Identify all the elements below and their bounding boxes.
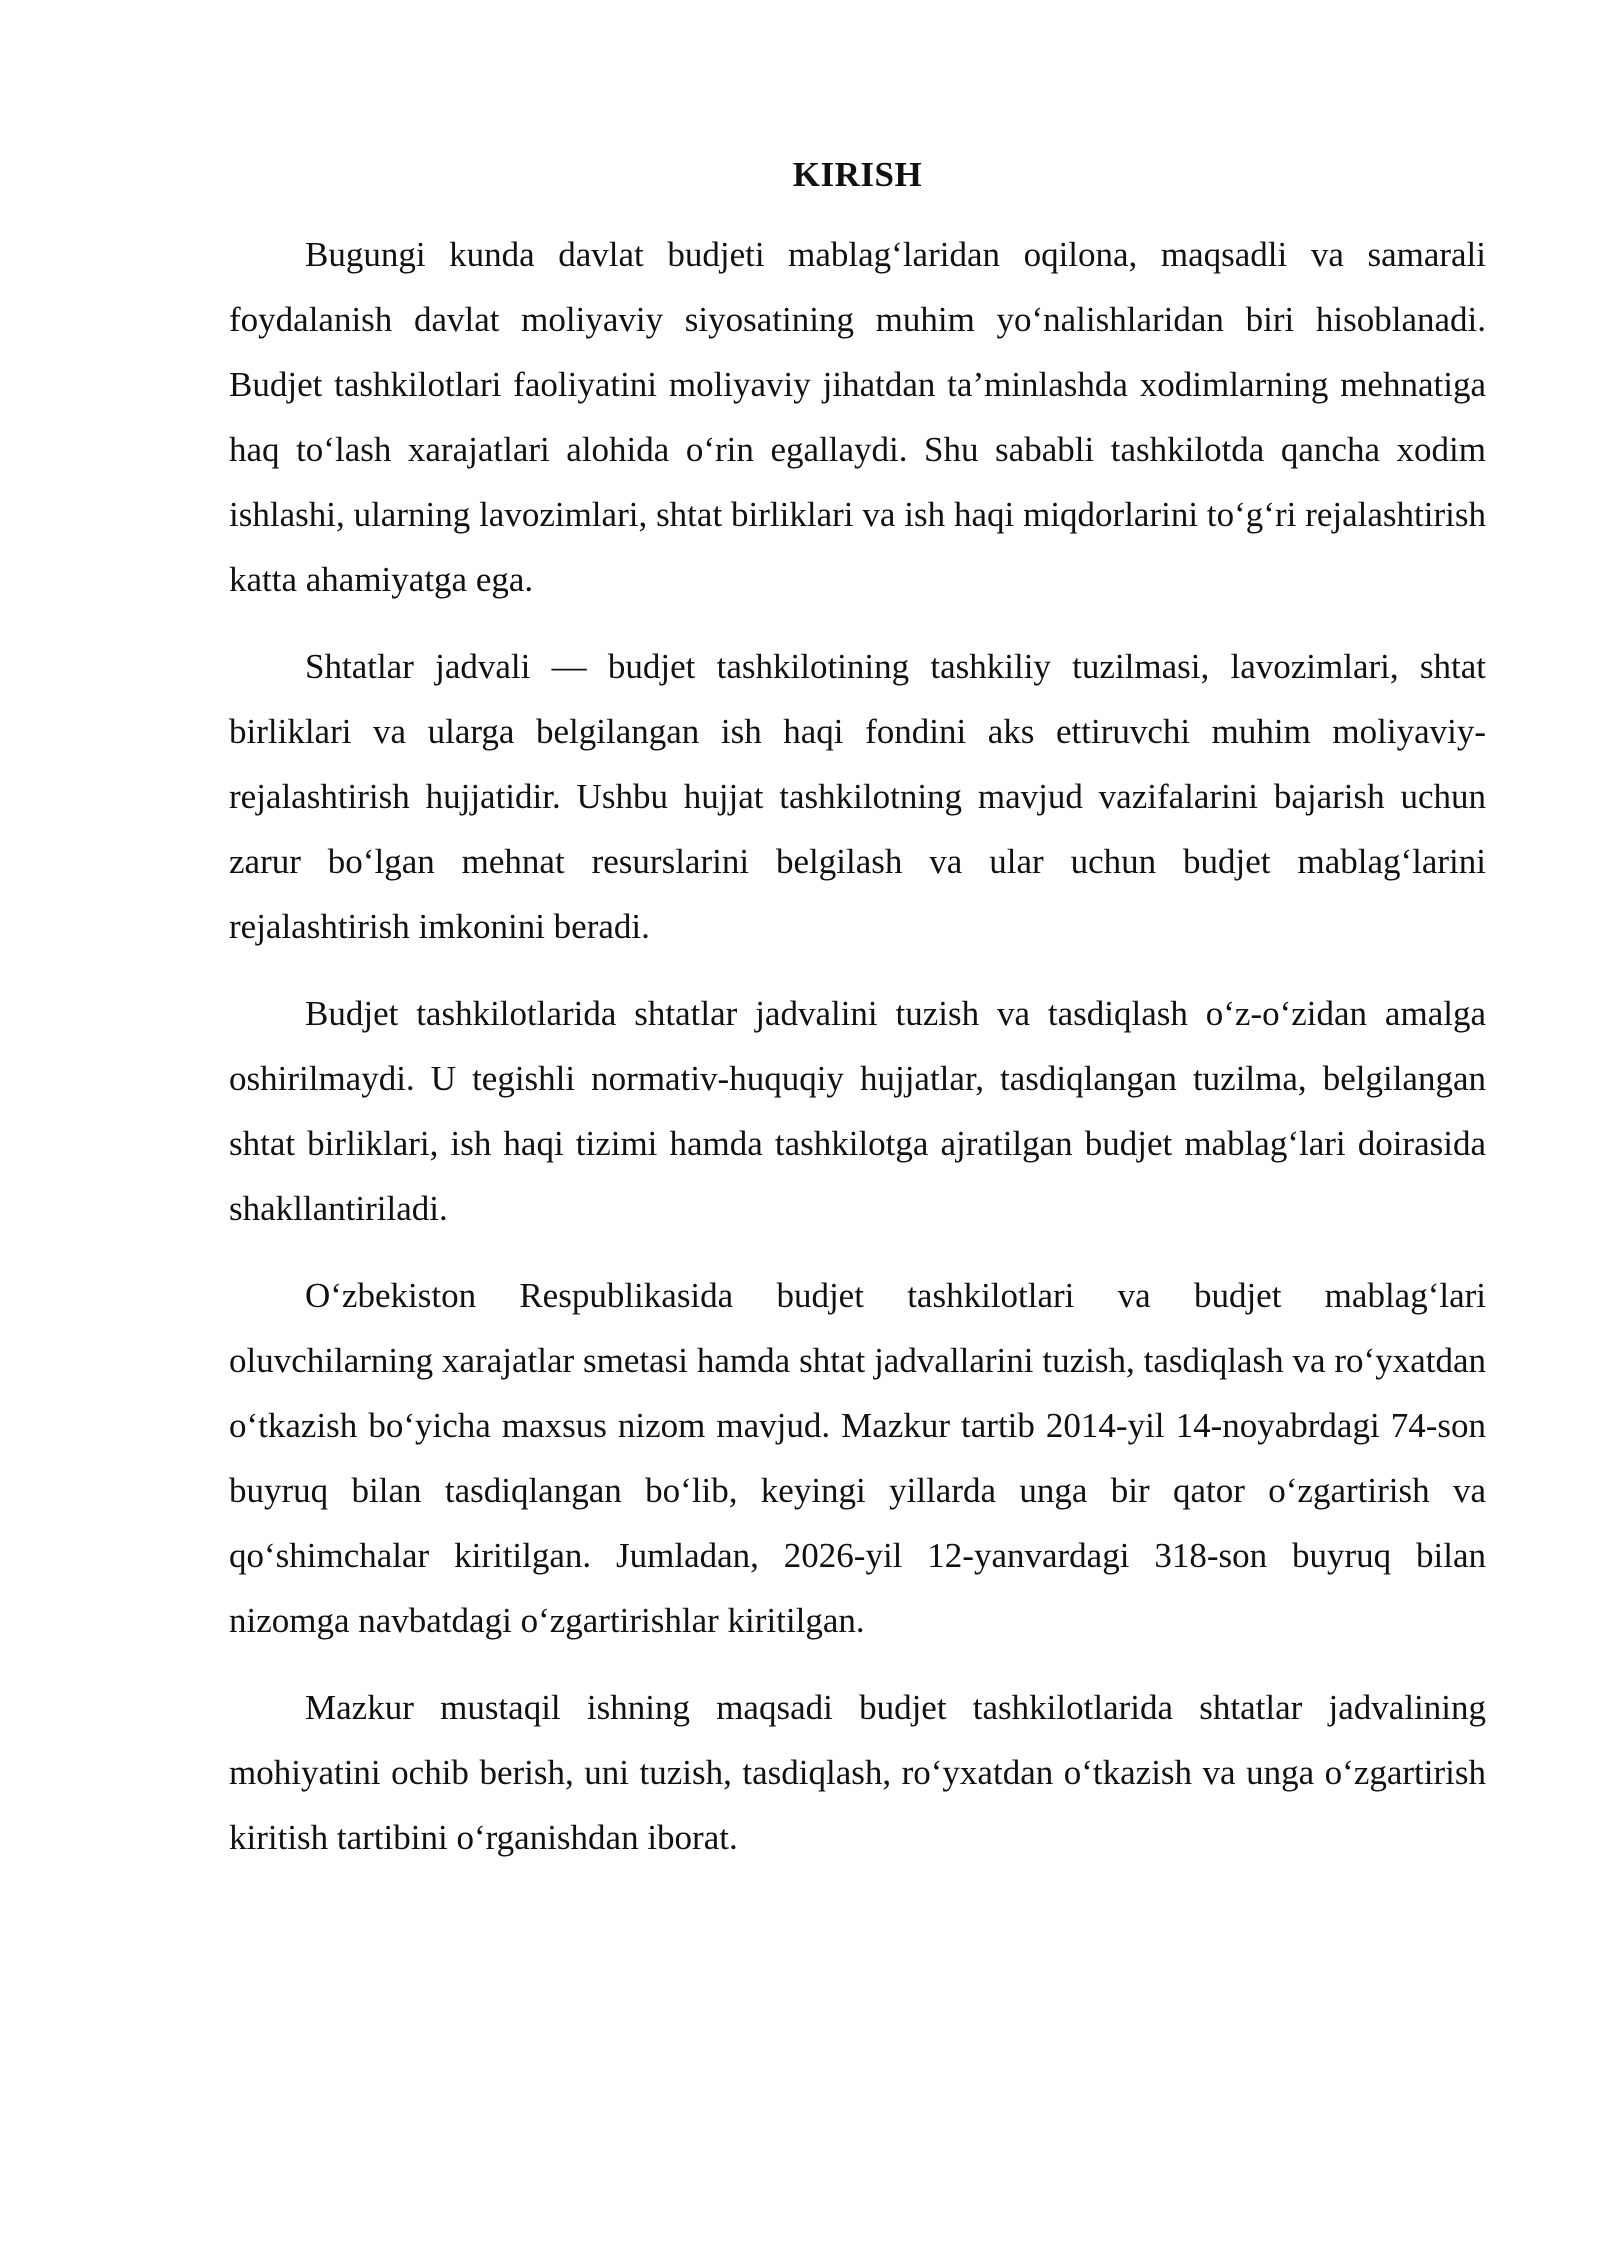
paragraph-1: Bugungi kunda davlat budjeti mablag‘laridan oqilona, maqsadli va samarali foydalanish davlat moliyaviy siyosatining muhim yo‘nalishlaridan biri hisoblanadi. Budjet tashkilotlari faoliyatini moliyaviy jihatdan ta’minlashda xodimlarning mehnatiga haq to‘lash xarajatlari alohida o‘rin egallaydi. Shu sababli tashkilotda qancha xodim ishlashi, ularning lavozimlari, shtat birliklari va ish haqi miqdorlarini to‘g‘ri rejalashtirish katta ahamiyatga ega. [229, 235, 1486, 599]
paragraph-5: Mazkur mustaqil ishning maqsadi budjet tashkilotlarida shtatlar jadvalining mohiyatini ochib berish, uni tuzish, tasdiqlash, ro‘yxatdan o‘tkazish va unga o‘zgartirish kiritish tartibini o‘rganishdan iborat. [229, 1688, 1486, 1857]
document-title: KIRISH [792, 155, 923, 194]
paragraph-4: O‘zbekiston Respublikasida budjet tashkilotlari va budjet mablag‘lari oluvchilarning xarajatlar smetasi hamda shtat jadvallarini tuzish, tasdiqlash va ro‘yxatdan o‘tkazish bo‘yicha maxsus nizom mavjud. Mazkur tartib 2014-yil 14-noyabrdagi 74-son buyruq bilan tasdiqlangan bo‘lib, keyingi yillarda unga bir qator o‘zgartirish va qo‘shimchalar kiritilgan. Jumladan, 2026-yil 12-yanvardagi 318-son buyruq bilan nizomga navbatdagi o‘zgartirishlar kiritilgan. [229, 1276, 1486, 1640]
paragraph-2: Shtatlar jadvali — budjet tashkilotining tashkiliy tuzilmasi, lavozimlari, shtat birliklari va ularga belgilangan ish haqi fondini aks ettiruvchi muhim moliyaviy-rejalashtirish hujjatidir. Ushbu hujjat tashkilotning mavjud vazifalarini bajarish uchun zarur bo‘lgan mehnat resurslarini belgilash va ular uchun budjet mablag‘larini rejalashtirish imkonini beradi. [229, 647, 1486, 946]
document-body [229, 150, 1486, 1892]
paragraph-3: Budjet tashkilotlarida shtatlar jadvalini tuzish va tasdiqlash o‘z-o‘zidan amalga oshirilmaydi. U tegishli normativ-huquqiy hujjatlar, tasdiqlangan tuzilma, belgilangan shtat birliklari, ish haqi tizimi hamda tashkilotga ajratilgan budjet mablag‘lari doirasida shakllantiriladi. [229, 994, 1486, 1228]
